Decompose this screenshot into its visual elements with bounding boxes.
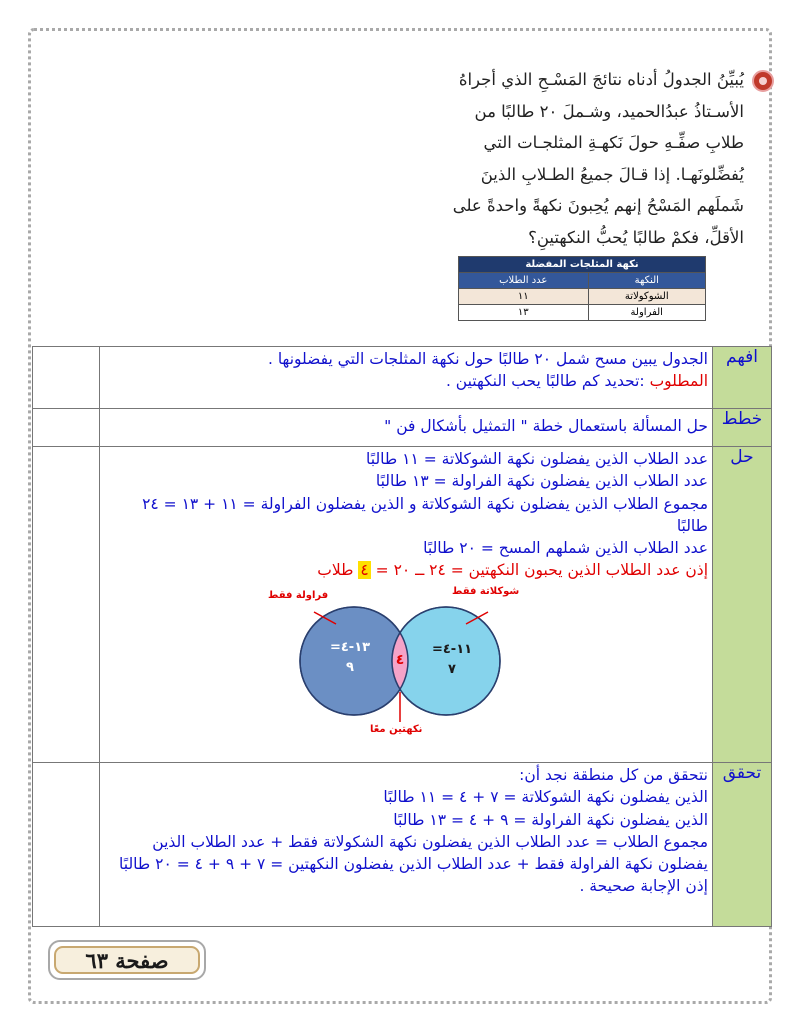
final-suffix: طلاب	[317, 561, 354, 580]
required-line	[108, 370, 708, 392]
understand-label: افهم	[713, 347, 772, 409]
solve-line-4: عدد الطلاب الذين شملهم المسح = ٢٠ طالبًا	[423, 539, 708, 558]
table-row	[459, 305, 706, 321]
table-cell-flavor: الشوكولاتة	[588, 289, 705, 305]
table-title: نكهة المثلجات المفضلة	[459, 257, 706, 273]
page-number: صفحة ٦٣	[54, 946, 200, 974]
page-number-badge	[48, 940, 206, 980]
table-cell-flavor: الفراولة	[588, 305, 705, 321]
understand-line: الجدول يبين مسح شمل ٢٠ طالبًا حول نكهة المثلجات التي يفضلونها .	[267, 350, 708, 368]
check-label: تحقق	[713, 763, 772, 927]
chocolate-label: شوكلاتة فقط	[452, 585, 520, 597]
plan-content	[100, 409, 713, 447]
required-label: المطلوب	[649, 372, 708, 391]
check-line-3: الذين يفضلون نكهة الفراولة = ٩ + ٤ = ١٣ طالبًا	[393, 810, 708, 829]
problem-statement	[440, 64, 770, 253]
solve-line-3: مجموع الطلاب الذين يفضلون نكهة الشوكلاتة و الذين يفضلون الفراولة = ١١ + ١٣ = ٢٤ طالبًا	[142, 494, 708, 535]
final-answer: ٤	[360, 561, 369, 580]
venn-diagram	[100, 582, 712, 747]
solve-line-2: عدد الطلاب الذين يفضلون نكهة الفراولة = ١٣ طالبًا	[375, 472, 708, 491]
spacer-cell	[33, 409, 100, 447]
table-cell-count: ١١	[459, 289, 589, 305]
solve-content	[100, 447, 713, 763]
chocolate-expr: ١١-٤=	[431, 641, 473, 657]
check-line-2: الذين يفضلون نكهة الشوكلاتة = ٧ + ٤ = ١١ طالبًا	[383, 788, 708, 807]
plan-label: خطط	[713, 409, 772, 447]
table-header-count: عدد الطلاب	[459, 273, 589, 289]
solve-line-1: عدد الطلاب الذين يفضلون نكهة الشوكلاتة = ١١ طالبًا	[366, 450, 708, 468]
spacer-cell	[33, 347, 100, 409]
problem-text: يُبيِّنُ الجدولُ أدناه نتائجَ المَسْـحِ الذي أجراهُ الأسـتاذُ عبدُالحميد، وشـملَ ٢٠ طالبًا من طلابِ صفِّـهِ حولَ نَكهـةِ المثلجـات التي يُفضِّلونَهـا. إذا قـالَ جميعُ الطـلابِ الذينَ شَملَهم المَسْحُ إنهم يُحِبونَ نكهةً واحدةً على الأقلِّ، فكمْ طالبًا يُحبُّ النكهتينِ؟	[452, 70, 744, 247]
spacer-cell	[33, 763, 100, 927]
flavor-table	[458, 256, 706, 321]
strawberry-label: فراولة فقط	[268, 589, 329, 601]
intersection-value: ٤	[395, 651, 405, 668]
solve-label: حل	[713, 447, 772, 763]
check-line-4: مجموع الطلاب = عدد الطلاب الذين يفضلون نكهة الشكولاتة فقط + عدد الطلاب الذين يفضلون نكهة الفراولة فقط + عدد الطلاب الذين يفضلون النكهتين = ٧ + ٩ + ٤ = ٢٠ طالبًا إذن الإجابة صحيحة .	[119, 832, 708, 896]
both-label: نكهتين معًا	[370, 723, 423, 735]
required-text: :تحديد كم طالبًا يحب النكهتين .	[445, 372, 645, 391]
strawberry-expr: ١٣-٤=	[329, 639, 371, 655]
final-prefix: إذن عدد الطلاب الذين يحبون النكهتين = ٢٤ ــ ٢٠ =	[375, 561, 708, 580]
spacer-cell	[33, 447, 100, 763]
chocolate-result: ٧	[448, 661, 456, 677]
table-header-flavor: النكهة	[588, 273, 705, 289]
solution-grid	[32, 346, 772, 927]
check-content	[100, 763, 713, 927]
table-cell-count: ١٣	[459, 305, 589, 321]
check-line-1: نتحقق من كل منطقة نجد أن:	[519, 766, 708, 784]
problem-bullet-icon	[752, 70, 774, 92]
table-row	[459, 289, 706, 305]
solve-final-line	[108, 559, 708, 581]
understand-content	[100, 347, 713, 409]
strawberry-result: ٩	[346, 659, 354, 675]
plan-text: حل المسألة باستعمال خطة " التمثيل بأشكال فن "	[384, 417, 708, 435]
